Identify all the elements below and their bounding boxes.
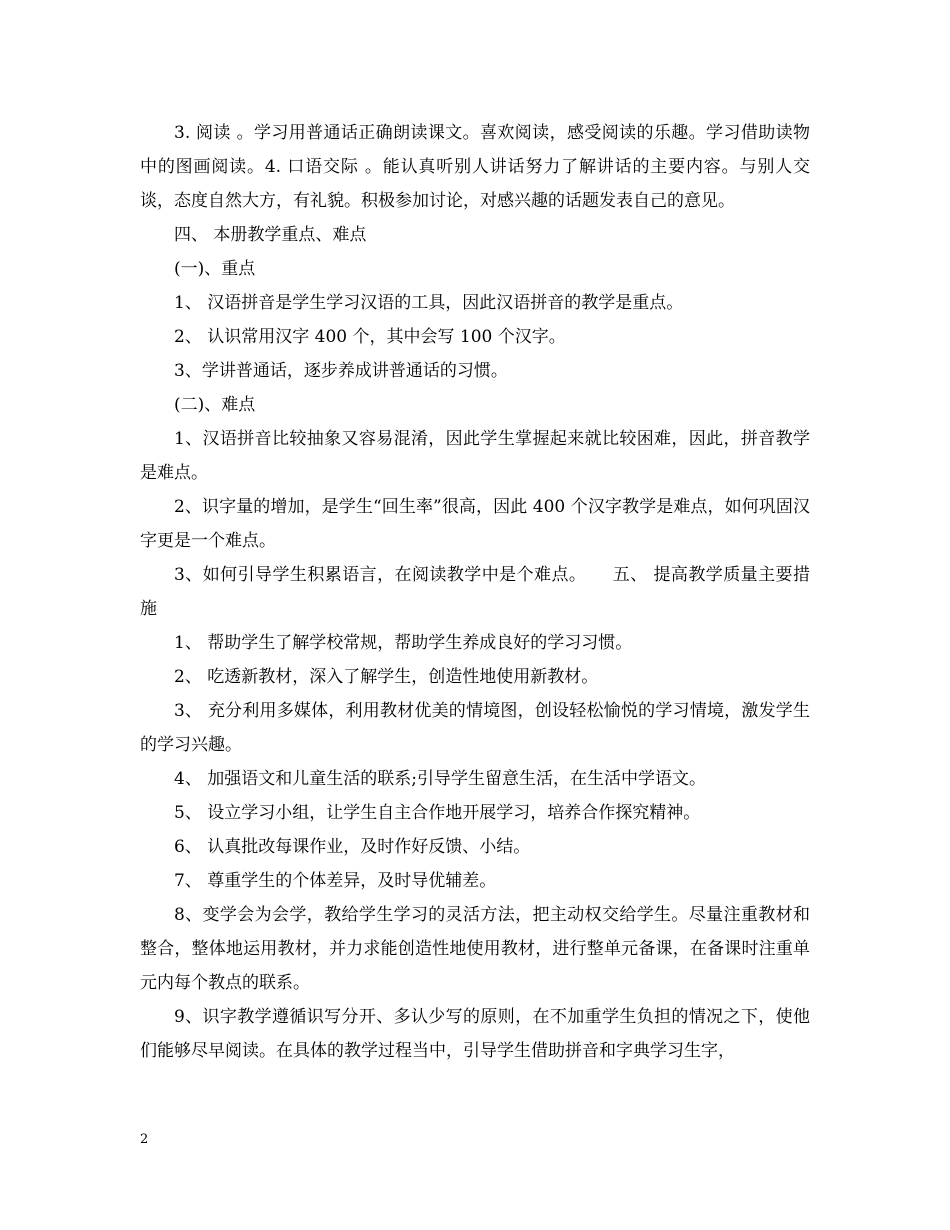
page-number: 2 bbox=[140, 1132, 149, 1147]
heading-section-four: 四、 本册教学重点、难点 bbox=[174, 225, 367, 245]
list-item-measure-1: 1、 帮助学生了解学校常规，帮助学生养成良好的学习习惯。 bbox=[174, 633, 633, 653]
list-item-measure-3: 3、 充分利用多媒体，利用教材优美的情境图，创设轻松愉悦的学习情境，激发学生的学习兴趣。 bbox=[140, 701, 810, 755]
document-body bbox=[140, 116, 810, 1068]
list-item-difficulty-3-and-section-five: 3、如何引导学生积累语言，在阅读教学中是个难点。 五、 提高教学质量主要措施 bbox=[140, 565, 810, 619]
list-item-measure-8: 8、变学会为会学，教给学生学习的灵活方法，把主动权交给学生。尽量注重教材和整合，整体地运用教材，并力求能创造性地使用教材，进行整单元备课，在备课时注重单元内每个教点的联系。 bbox=[140, 905, 810, 993]
list-item-measure-6: 6、 认真批改每课作业，及时作好反馈、小结。 bbox=[174, 837, 531, 857]
list-item-measure-2: 2、 吃透新教材，深入了解学生，创造性地使用新教材。 bbox=[174, 667, 599, 687]
list-item-key-point-3: 3、学讲普通话，逐步养成讲普通话的习惯。 bbox=[174, 361, 508, 381]
subheading-difficult-points: (二)、难点 bbox=[174, 395, 256, 415]
list-item-measure-5: 5、 设立学习小组，让学生自主合作地开展学习，培养合作探究精神。 bbox=[174, 803, 701, 823]
list-item-difficulty-1: 1、汉语拼音比较抽象又容易混淆，因此学生掌握起来就比较困难，因此，拼音教学是难点。 bbox=[140, 429, 810, 483]
list-item-difficulty-2: 2、识字量的增加，是学生“回生率”很高，因此 400 个汉字教学是难点，如何巩固汉字更是一个难点。 bbox=[140, 497, 810, 551]
paragraph-reading-oral: 3. 阅读 。学习用普通话正确朗读课文。喜欢阅读，感受阅读的乐趣。学习借助读物中的图画阅读。4. 口语交际 。能认真听别人讲话努力了解讲话的主要内容。与别人交谈，态度自然大方，有礼貌。积极参加讨论，对感兴趣的话题发表自己的意见。 bbox=[140, 123, 810, 211]
list-item-key-point-2: 2、 认识常用汉字 400 个，其中会写 100 个汉字。 bbox=[174, 327, 566, 347]
list-item-measure-7: 7、 尊重学生的个体差异，及时导优辅差。 bbox=[174, 871, 497, 891]
list-item-measure-4: 4、 加强语文和儿童生活的联系;引导学生留意生活，在生活中学语文。 bbox=[174, 769, 706, 789]
list-item-key-point-1: 1、 汉语拼音是学生学习汉语的工具，因此汉语拼音的教学是重点。 bbox=[174, 293, 684, 313]
list-item-measure-9: 9、识字教学遵循识写分开、多认少写的原则，在不加重学生负担的情况之下，使他们能够尽早阅读。在具体的教学过程当中，引导学生借助拼音和字典学习生字， bbox=[140, 1007, 810, 1061]
subheading-key-points: (一)、重点 bbox=[174, 259, 256, 279]
